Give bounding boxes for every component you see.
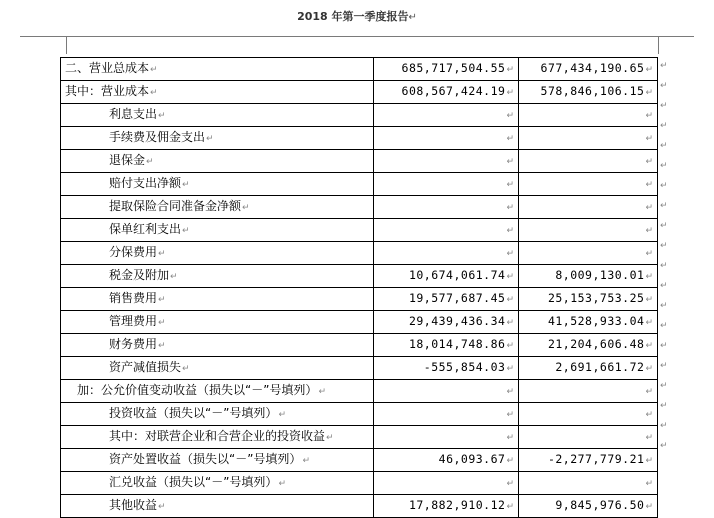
income-statement-table: [60, 57, 658, 518]
prior-period-cell[interactable]: [519, 150, 658, 173]
right-margin-mark: [658, 36, 659, 54]
row-end-mark-icon: ↵: [660, 141, 668, 151]
table-row: [61, 449, 658, 472]
table-row: [61, 334, 658, 357]
table-row: [61, 127, 658, 150]
row-label-cell[interactable]: [61, 58, 374, 81]
paragraph-mark-icon: ↵: [158, 295, 166, 305]
prior-period-value: 677,434,190.65: [540, 61, 645, 75]
row-label: 资产处置收益（损失以“－”号填列）: [109, 452, 302, 466]
paragraph-mark-icon: ↵: [206, 134, 214, 144]
prior-period-cell[interactable]: [519, 58, 658, 81]
prior-period-cell[interactable]: [519, 472, 658, 495]
paragraph-mark-icon: ↵: [645, 180, 653, 190]
current-period-cell[interactable]: [374, 380, 519, 403]
row-label: 其中：对联营企业和合营企业的投资收益: [109, 429, 326, 443]
row-label: 保单红利支出: [109, 222, 182, 236]
row-label-cell[interactable]: [61, 150, 374, 173]
row-end-mark-icon: ↵: [660, 121, 668, 131]
paragraph-mark-icon: ↵: [645, 341, 653, 351]
current-period-cell[interactable]: [374, 403, 519, 426]
paragraph-mark-icon: ↵: [158, 111, 166, 121]
paragraph-mark-icon: ↵: [182, 180, 190, 190]
paragraph-mark-icon: ↵: [158, 249, 166, 259]
paragraph-mark-icon: ↵: [645, 226, 653, 236]
current-period-cell[interactable]: [374, 58, 519, 81]
row-label: 税金及附加: [109, 268, 170, 282]
current-period-cell[interactable]: [374, 127, 519, 150]
current-period-cell[interactable]: [374, 449, 519, 472]
table-row: [61, 242, 658, 265]
paragraph-mark-icon: ↵: [242, 203, 250, 213]
paragraph-mark-icon: ↵: [182, 226, 190, 236]
paragraph-mark-icon: ↵: [645, 134, 653, 144]
row-label: 利息支出: [109, 107, 158, 121]
row-label: 财务费用: [109, 337, 158, 351]
paragraph-mark-icon: ↵: [506, 203, 514, 213]
row-label: 分保费用: [109, 245, 158, 259]
paragraph-mark-icon: ↵: [158, 341, 166, 351]
table-row: [61, 472, 658, 495]
paragraph-mark-icon: ↵: [506, 387, 514, 397]
prior-period-cell[interactable]: [519, 288, 658, 311]
row-label-cell[interactable]: [61, 334, 374, 357]
row-label-cell[interactable]: [61, 449, 374, 472]
current-period-cell[interactable]: [374, 81, 519, 104]
paragraph-mark-icon: ↵: [506, 433, 514, 443]
row-end-mark-icon: ↵: [660, 361, 668, 371]
prior-period-cell[interactable]: [519, 426, 658, 449]
row-end-mark-icon: ↵: [660, 161, 668, 171]
row-label: 管理费用: [109, 314, 158, 328]
row-label: 手续费及佣金支出: [109, 130, 206, 144]
paragraph-mark-icon: ↵: [645, 272, 653, 282]
row-label-cell[interactable]: [61, 472, 374, 495]
current-period-cell[interactable]: [374, 357, 519, 380]
row-label: 加：公允价值变动收益（损失以“－”号填列）: [77, 383, 318, 397]
paragraph-mark-icon: ↵: [506, 180, 514, 190]
current-period-cell[interactable]: [374, 242, 519, 265]
row-label-cell[interactable]: [61, 104, 374, 127]
current-period-cell[interactable]: [374, 288, 519, 311]
current-period-cell[interactable]: [374, 173, 519, 196]
paragraph-mark-icon: ↵: [506, 479, 514, 489]
prior-period-cell[interactable]: [519, 334, 658, 357]
paragraph-mark-icon: ↵: [408, 12, 417, 23]
row-label: 其他收益: [109, 498, 158, 512]
row-label-cell[interactable]: [61, 380, 374, 403]
table-row: [61, 58, 658, 81]
paragraph-mark-icon: ↵: [645, 433, 653, 443]
paragraph-mark-icon: ↵: [506, 318, 514, 328]
row-label: 赔付支出净额: [109, 176, 182, 190]
document-header: [0, 0, 714, 28]
table-row: [61, 196, 658, 219]
paragraph-mark-icon: ↵: [278, 479, 286, 489]
paragraph-mark-icon: ↵: [146, 157, 154, 167]
row-end-mark-icon: ↵: [660, 241, 668, 251]
prior-period-value: 8,009,130.01: [555, 268, 645, 282]
paragraph-mark-icon: ↵: [506, 157, 514, 167]
row-end-mark-icon: ↵: [660, 61, 668, 71]
row-end-mark-icon: ↵: [660, 441, 668, 451]
paragraph-mark-icon: ↵: [645, 88, 653, 98]
table-row: [61, 311, 658, 334]
prior-period-cell[interactable]: [519, 242, 658, 265]
paragraph-mark-icon: ↵: [645, 318, 653, 328]
current-period-cell[interactable]: [374, 426, 519, 449]
prior-period-cell[interactable]: [519, 173, 658, 196]
paragraph-mark-icon: ↵: [506, 226, 514, 236]
current-period-value: 18,014,748.86: [408, 337, 506, 351]
table-row: [61, 380, 658, 403]
row-label-cell[interactable]: [61, 403, 374, 426]
prior-period-cell[interactable]: [519, 104, 658, 127]
prior-period-value: 2,691,661.72: [555, 360, 645, 374]
current-period-cell[interactable]: [374, 265, 519, 288]
prior-period-cell[interactable]: [519, 449, 658, 472]
paragraph-mark-icon: ↵: [645, 502, 653, 512]
paragraph-mark-icon: ↵: [506, 410, 514, 420]
current-period-value: 10,674,061.74: [408, 268, 506, 282]
paragraph-mark-icon: ↵: [506, 456, 514, 466]
prior-period-value: 578,846,106.15: [540, 84, 645, 98]
row-label-cell[interactable]: [61, 288, 374, 311]
table-row: [61, 288, 658, 311]
row-label-cell[interactable]: [61, 265, 374, 288]
paragraph-mark-icon: ↵: [506, 341, 514, 351]
paragraph-mark-icon: ↵: [158, 502, 166, 512]
current-period-cell[interactable]: [374, 196, 519, 219]
row-label: 汇兑收益（损失以“－”号填列）: [109, 475, 278, 489]
prior-period-value: 21,204,606.48: [547, 337, 645, 351]
current-period-value: -555,854.03: [423, 360, 506, 374]
paragraph-mark-icon: ↵: [278, 410, 286, 420]
paragraph-mark-icon: ↵: [645, 157, 653, 167]
paragraph-mark-icon: ↵: [170, 272, 178, 282]
table-row: [61, 357, 658, 380]
row-label: 销售费用: [109, 291, 158, 305]
row-end-mark-icon: ↵: [660, 81, 668, 91]
row-end-mark-icon: ↵: [660, 101, 668, 111]
current-period-cell[interactable]: [374, 311, 519, 334]
table-row: [61, 173, 658, 196]
row-label-cell[interactable]: [61, 311, 374, 334]
paragraph-mark-icon: ↵: [645, 65, 653, 75]
paragraph-mark-icon: ↵: [645, 295, 653, 305]
paragraph-mark-icon: ↵: [645, 249, 653, 259]
paragraph-mark-icon: ↵: [302, 456, 310, 466]
paragraph-mark-icon: ↵: [506, 249, 514, 259]
table-row: [61, 150, 658, 173]
row-end-mark-icon: ↵: [660, 421, 668, 431]
table-row: [61, 81, 658, 104]
prior-period-value: 41,528,933.04: [547, 314, 645, 328]
current-period-cell[interactable]: [374, 219, 519, 242]
prior-period-cell[interactable]: [519, 81, 658, 104]
row-end-mark-icon: ↵: [660, 401, 668, 411]
paragraph-mark-icon: ↵: [645, 456, 653, 466]
paragraph-mark-icon: ↵: [150, 88, 158, 98]
current-period-value: 17,882,910.12: [408, 498, 506, 512]
row-label: 投资收益（损失以“－”号填列）: [109, 406, 278, 420]
row-end-mark-icon: ↵: [660, 281, 668, 291]
prior-period-value: 9,845,976.50: [555, 498, 645, 512]
current-period-cell[interactable]: [374, 104, 519, 127]
prior-period-cell[interactable]: [519, 196, 658, 219]
table-row: [61, 219, 658, 242]
prior-period-cell[interactable]: [519, 219, 658, 242]
current-period-value: 608,567,424.19: [401, 84, 506, 98]
paragraph-mark-icon: ↵: [506, 295, 514, 305]
row-label-cell[interactable]: [61, 196, 374, 219]
header-divider: [20, 36, 694, 37]
paragraph-mark-icon: ↵: [506, 111, 514, 121]
prior-period-value: -2,277,779.21: [547, 452, 645, 466]
prior-period-cell[interactable]: [519, 265, 658, 288]
row-label-cell[interactable]: [61, 357, 374, 380]
row-end-mark-icon: ↵: [660, 341, 668, 351]
current-period-value: 29,439,436.34: [408, 314, 506, 328]
current-period-cell[interactable]: [374, 495, 519, 518]
paragraph-mark-icon: ↵: [645, 479, 653, 489]
row-end-mark-icon: ↵: [660, 321, 668, 331]
row-end-mark-icon: ↵: [660, 381, 668, 391]
table-row: [61, 104, 658, 127]
paragraph-mark-icon: ↵: [326, 433, 334, 443]
prior-period-cell[interactable]: [519, 380, 658, 403]
row-label-cell[interactable]: [61, 127, 374, 150]
row-end-mark-icon: ↵: [660, 201, 668, 211]
paragraph-mark-icon: ↵: [182, 364, 190, 374]
prior-period-cell[interactable]: [519, 403, 658, 426]
current-period-value: 46,093.67: [438, 452, 506, 466]
row-label: 资产减值损失: [109, 360, 182, 374]
row-label: 二、营业总成本: [65, 61, 150, 75]
table-row: [61, 265, 658, 288]
row-label-cell[interactable]: [61, 81, 374, 104]
current-period-cell[interactable]: [374, 334, 519, 357]
paragraph-mark-icon: ↵: [506, 502, 514, 512]
paragraph-mark-icon: ↵: [506, 134, 514, 144]
row-label-cell[interactable]: [61, 495, 374, 518]
paragraph-mark-icon: ↵: [645, 364, 653, 374]
current-period-cell[interactable]: [374, 472, 519, 495]
table-row: [61, 403, 658, 426]
paragraph-mark-icon: ↵: [506, 65, 514, 75]
current-period-value: 19,577,687.45: [408, 291, 506, 305]
row-label-cell[interactable]: [61, 426, 374, 449]
row-label: 提取保险合同准备金净额: [109, 199, 242, 213]
prior-period-cell[interactable]: [519, 357, 658, 380]
report-title: 2018 年第一季度报告: [297, 10, 409, 23]
row-label-cell[interactable]: [61, 242, 374, 265]
current-period-value: 685,717,504.55: [401, 61, 506, 75]
current-period-cell[interactable]: [374, 150, 519, 173]
paragraph-mark-icon: ↵: [150, 65, 158, 75]
paragraph-mark-icon: ↵: [318, 387, 326, 397]
row-end-mark-icon: ↵: [660, 261, 668, 271]
paragraph-mark-icon: ↵: [645, 203, 653, 213]
prior-period-cell[interactable]: [519, 127, 658, 150]
paragraph-mark-icon: ↵: [158, 318, 166, 328]
row-label: 其中：营业成本: [65, 84, 150, 98]
table-row: [61, 426, 658, 449]
paragraph-mark-icon: ↵: [506, 364, 514, 374]
paragraph-mark-icon: ↵: [645, 387, 653, 397]
row-end-mark-icon: ↵: [660, 181, 668, 191]
paragraph-mark-icon: ↵: [645, 410, 653, 420]
row-end-mark-icon: ↵: [660, 301, 668, 311]
row-label-cell[interactable]: [61, 219, 374, 242]
row-label: 退保金: [109, 153, 146, 167]
left-margin-mark: [66, 36, 67, 54]
prior-period-cell[interactable]: [519, 311, 658, 334]
paragraph-mark-icon: ↵: [645, 111, 653, 121]
paragraph-mark-icon: ↵: [506, 88, 514, 98]
table-row: [61, 495, 658, 518]
row-label-cell[interactable]: [61, 173, 374, 196]
row-end-mark-icon: ↵: [660, 221, 668, 231]
prior-period-value: 25,153,753.25: [547, 291, 645, 305]
prior-period-cell[interactable]: [519, 495, 658, 518]
paragraph-mark-icon: ↵: [506, 272, 514, 282]
